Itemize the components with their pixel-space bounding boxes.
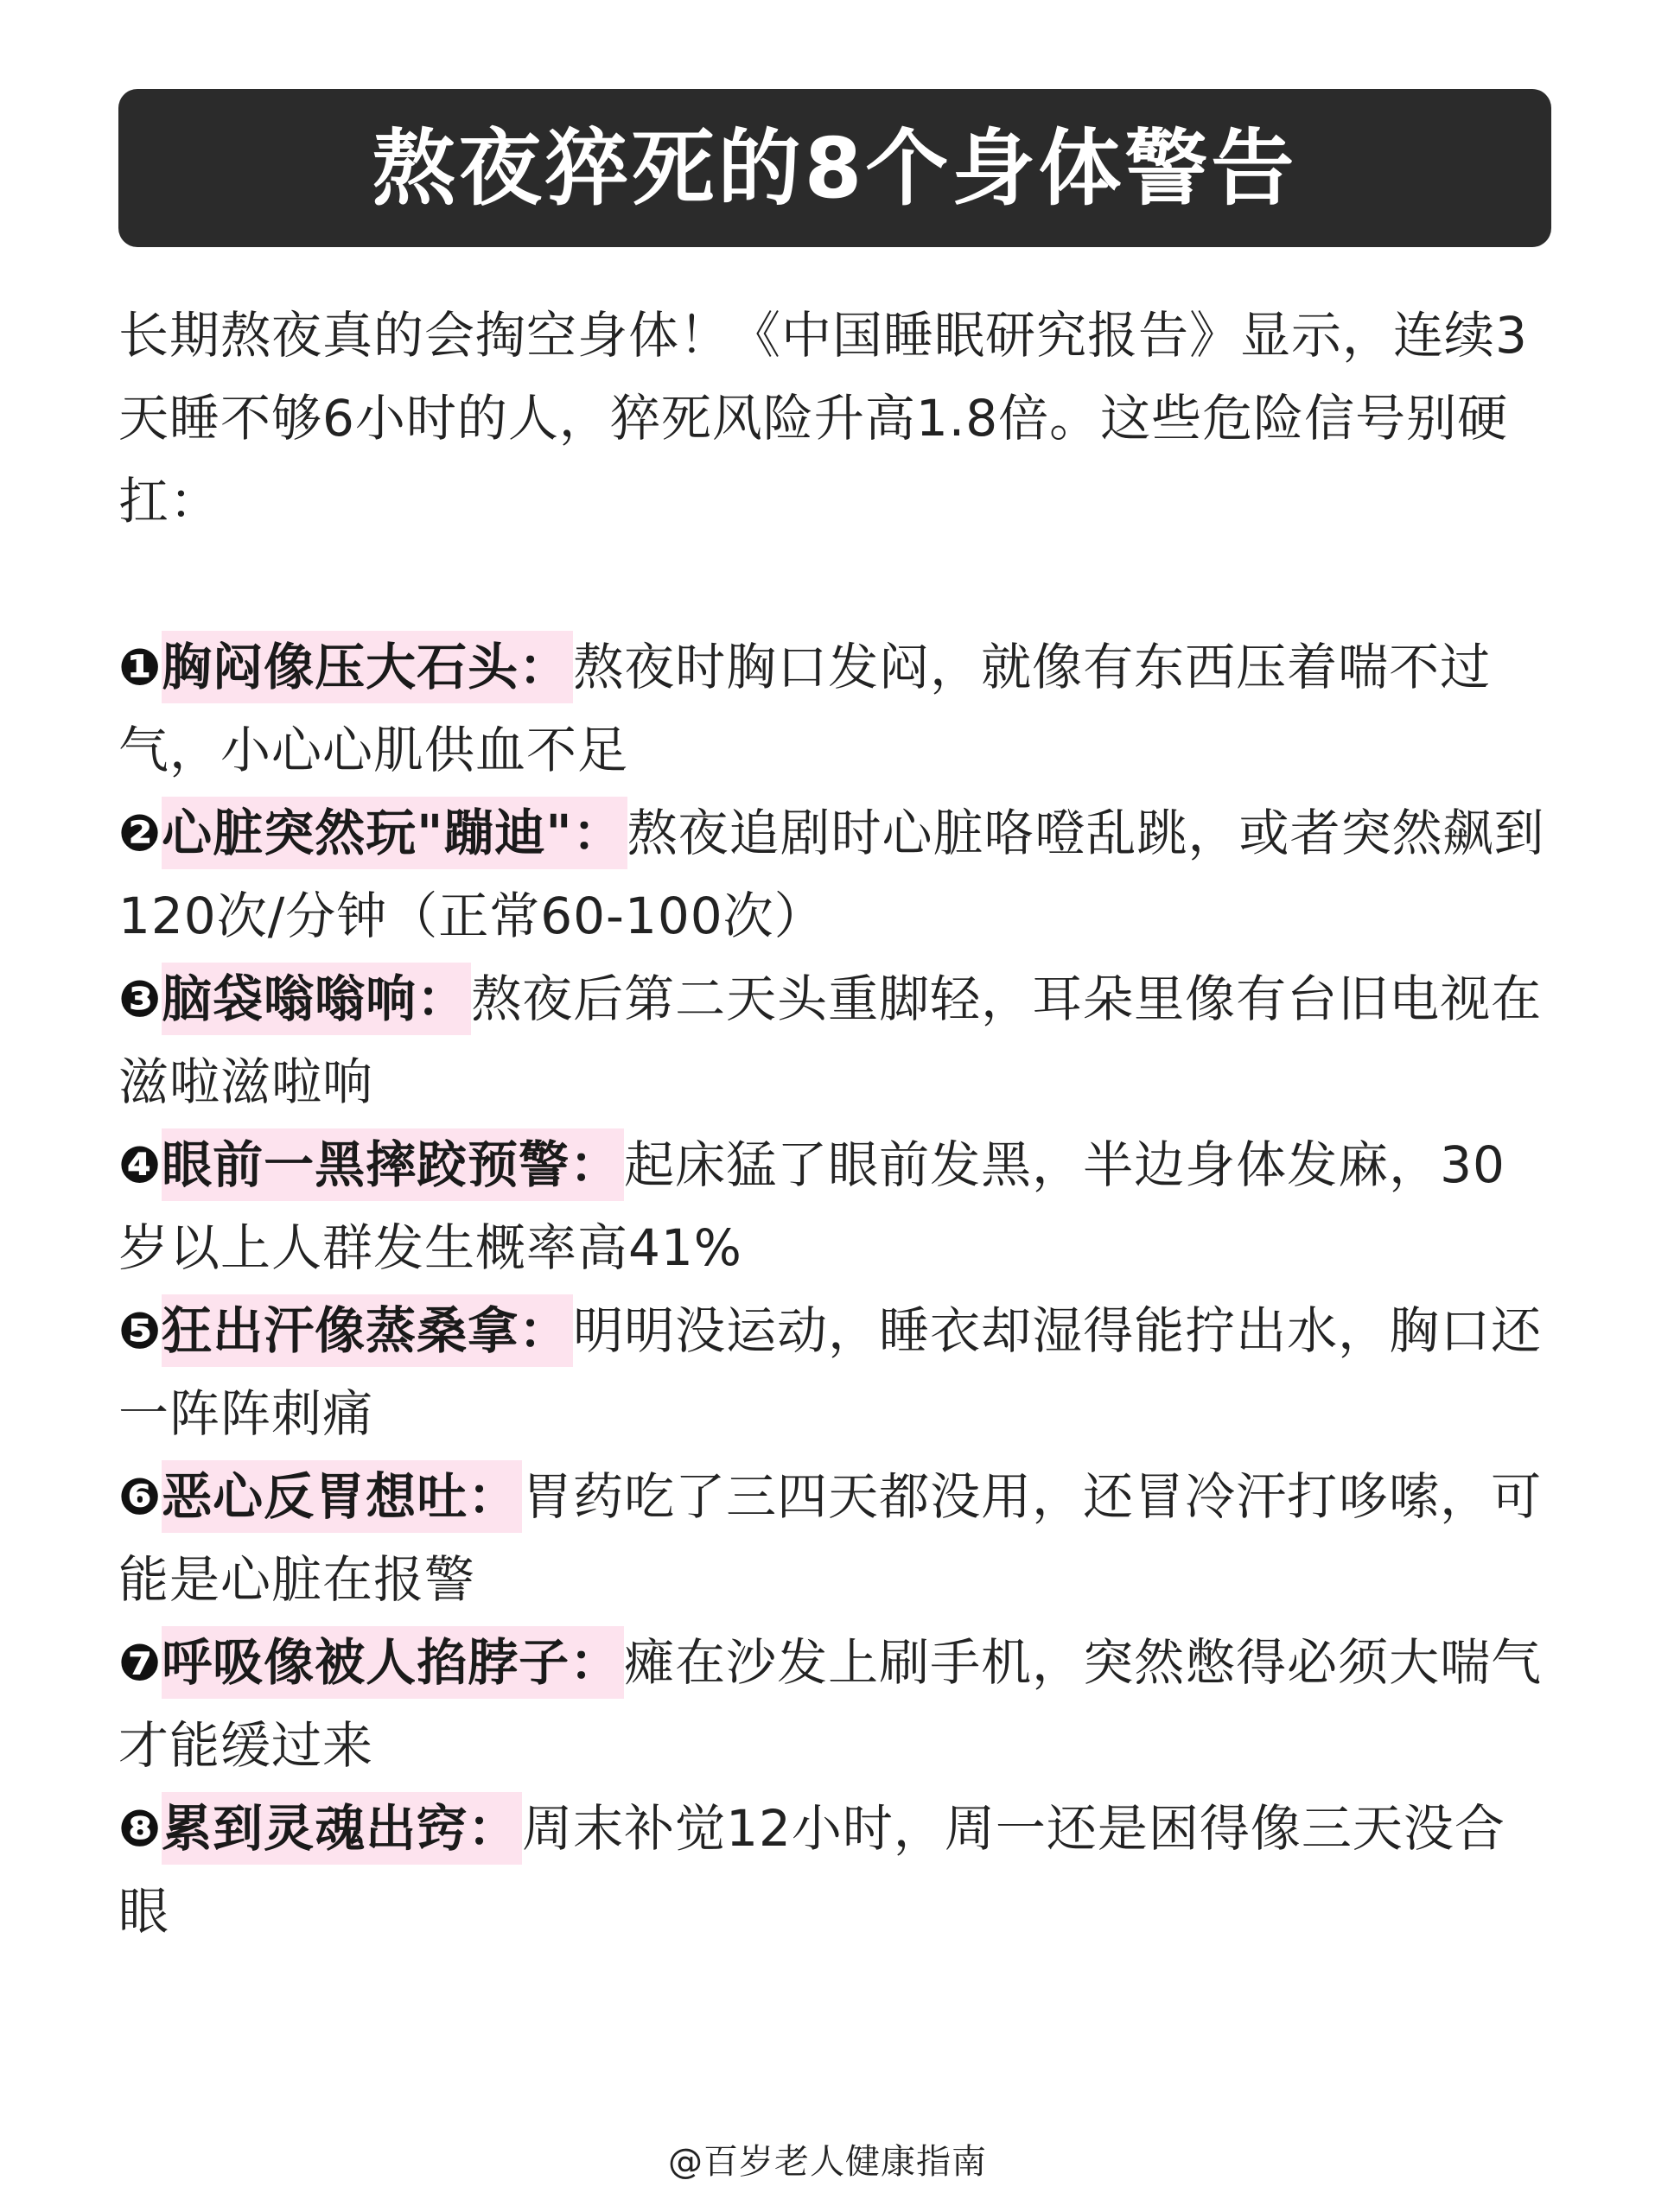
item-heading: 胸闷像压大石头： — [162, 631, 573, 703]
item-number: ❶ — [118, 638, 162, 696]
item-text: 明明没运动，睡衣却湿得能拧出水，胸口还一阵阵刺痛 — [118, 1301, 1543, 1443]
warning-item-5 — [118, 1289, 1551, 1455]
item-heading: 心脏突然玩"蹦迪"： — [162, 797, 627, 869]
page-title: 熬夜猝死的8个身体警告 — [372, 119, 1298, 217]
item-number: ❻ — [118, 1467, 162, 1526]
warning-item-6 — [118, 1455, 1551, 1621]
item-text: 熬夜时胸口发闷，就像有东西压着喘不过气，小心心肌供血不足 — [118, 638, 1492, 779]
title-banner — [118, 89, 1551, 247]
item-text: 熬夜追剧时心脏咯噔乱跳，或者突然飙到120次/分钟（正常60-100次） — [118, 804, 1545, 945]
author-credit: @百岁老人健康指南 — [668, 2142, 987, 2182]
warning-item-4 — [118, 1123, 1551, 1289]
warning-item-2 — [118, 791, 1551, 957]
item-heading: 眼前一黑摔跤预警： — [162, 1128, 624, 1201]
warning-item-3 — [118, 957, 1551, 1123]
warning-item-1 — [118, 626, 1551, 791]
item-text: 周末补觉12小时，周一还是困得像三天没合眼 — [118, 1799, 1505, 1941]
item-number: ❽ — [118, 1799, 162, 1858]
item-text: 起床猛了眼前发黑，半边身体发麻，30岁以上人群发生概率高41% — [118, 1135, 1505, 1277]
item-heading: 累到灵魂出窍： — [162, 1792, 522, 1865]
item-text: 熬夜后第二天头重脚轻，耳朵里像有台旧电视在滋啦滋啦响 — [118, 969, 1543, 1111]
item-number: ❺ — [118, 1301, 162, 1360]
item-heading: 恶心反胃想吐： — [162, 1460, 522, 1533]
warning-item-8 — [118, 1787, 1551, 1953]
intro-paragraph: 长期熬夜真的会掏空身体！《中国睡眠研究报告》显示，连续3天睡不够6小时的人，猝死风险升高1.8倍。这些危险信号别硬扛： — [118, 306, 1528, 531]
item-heading: 狂出汗像蒸桑拿： — [162, 1294, 573, 1367]
article-body — [118, 294, 1551, 1953]
item-number: ❹ — [118, 1135, 162, 1194]
item-number: ❷ — [118, 804, 162, 862]
item-number: ❸ — [118, 969, 162, 1028]
item-number: ❼ — [118, 1633, 162, 1692]
item-heading: 脑袋嗡嗡响： — [162, 963, 471, 1035]
item-text: 胃药吃了三四天都没用，还冒冷汗打哆嗦，可能是心脏在报警 — [118, 1467, 1543, 1609]
item-heading: 呼吸像被人掐脖子： — [162, 1626, 624, 1699]
warning-list — [118, 626, 1551, 1953]
item-text: 瘫在沙发上刷手机，突然憋得必须大喘气才能缓过来 — [118, 1633, 1543, 1775]
warning-item-7 — [118, 1621, 1551, 1787]
